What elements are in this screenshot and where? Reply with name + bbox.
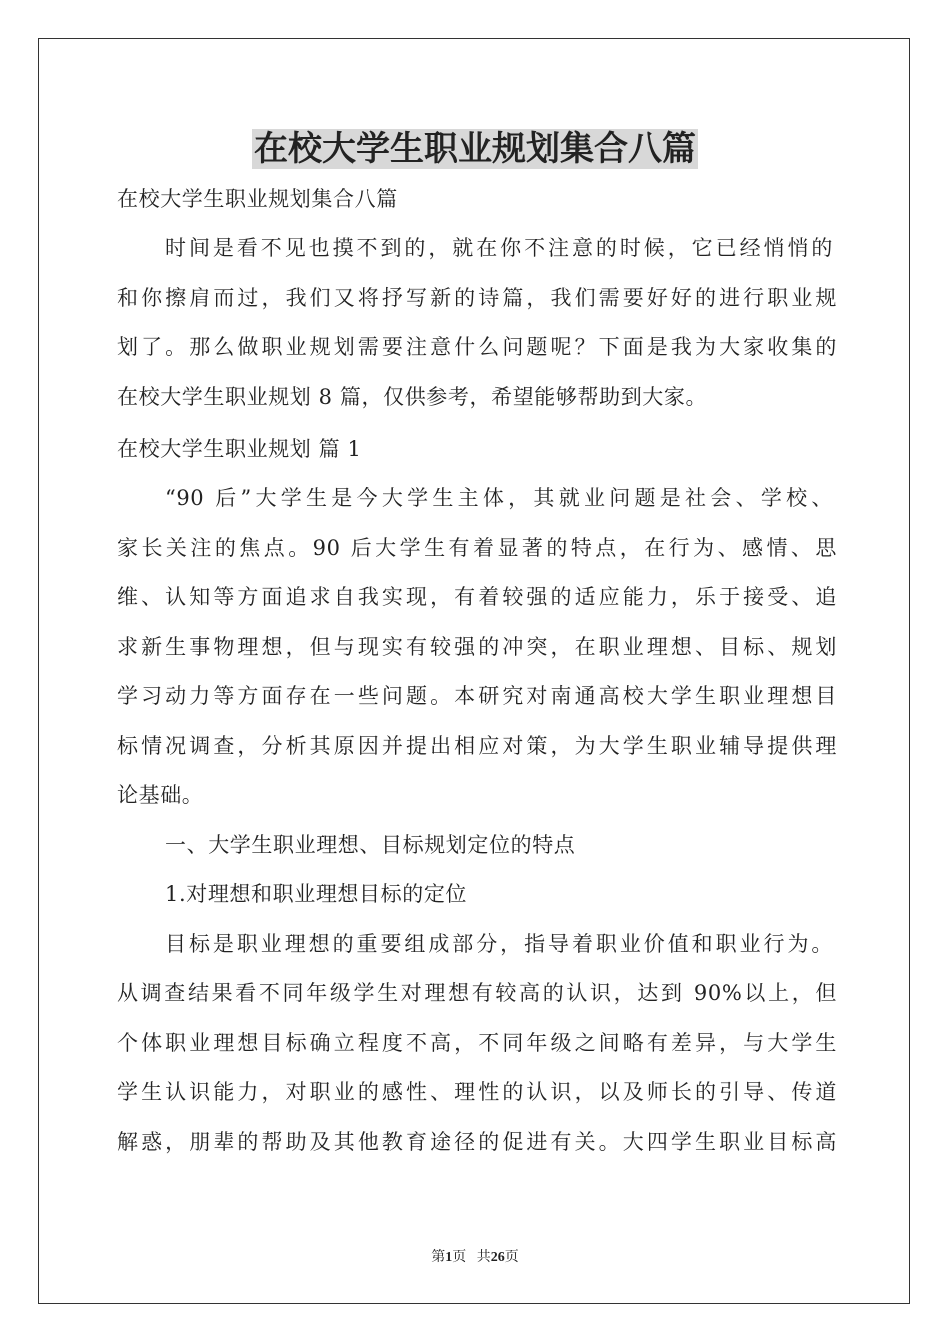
body-line: 家长关注的焦点。90 后大学生有着显著的特点，在行为、感情、思 — [117, 536, 837, 560]
document-title — [0, 124, 950, 174]
total-prefix: 共 — [476, 1250, 491, 1265]
body-line: 和你擦肩而过，我们又将抒写新的诗篇，我们需要好好的进行职业规 — [117, 286, 837, 310]
page-border — [38, 38, 910, 1304]
body-line: 论基础。 — [117, 783, 204, 807]
section-heading: 在校大学生职业规划 篇 1 — [117, 437, 362, 461]
body-line: 维、认知等方面追求自我实现，有着较强的适应能力，乐于接受、追 — [117, 585, 837, 609]
body-line: 学习动力等方面存在一些问题。本研究对南通高校大学生职业理想目 — [117, 684, 837, 708]
body-line: 个体职业理想目标确立程度不高，不同年级之间略有差异，与大学生 — [117, 1031, 837, 1055]
title-text: 在校大学生职业规划集合八篇 — [254, 129, 696, 169]
subtitle-line: 在校大学生职业规划集合八篇 — [117, 187, 398, 211]
body-line: 求新生事物理想，但与现实有较强的冲突，在职业理想、目标、规划 — [117, 635, 837, 659]
body-line: 从调查结果看不同年级学生对理想有较高的认识，达到 90%以上，但 — [117, 981, 837, 1005]
subsection-heading: 1.对理想和职业理想目标的定位 — [165, 882, 468, 906]
body-line: 划了。那么做职业规划需要注意什么问题呢？下面是我为大家收集的 — [117, 335, 837, 359]
page-number: 1 — [445, 1250, 453, 1265]
subsection-heading: 一、大学生职业理想、目标规划定位的特点 — [165, 833, 576, 857]
body-line: 解惑，朋辈的帮助及其他教育途径的促进有关。大四学生职业目标高 — [117, 1130, 837, 1154]
body-line: 时间是看不见也摸不到的，就在你不注意的时候，它已经悄悄的 — [165, 236, 833, 260]
body-line: 标情况调查，分析其原因并提出相应对策，为大学生职业辅导提供理 — [117, 734, 837, 758]
body-line: “90 后”大学生是今大学生主体，其就业问题是社会、学校、 — [165, 486, 833, 510]
page-suffix: 页 — [452, 1250, 467, 1265]
body-line: 目标是职业理想的重要组成部分，指导着职业价值和职业行为。 — [165, 932, 833, 956]
body-line: 在校大学生职业规划 8 篇，仅供参考，希望能够帮助到大家。 — [117, 385, 708, 409]
body-line: 学生认识能力，对职业的感性、理性的认识，以及师长的引导、传道 — [117, 1080, 837, 1104]
page-footer — [0, 1248, 950, 1268]
total-pages: 26 — [490, 1250, 505, 1265]
page-prefix: 第 — [431, 1250, 446, 1265]
total-suffix: 页 — [504, 1250, 519, 1265]
